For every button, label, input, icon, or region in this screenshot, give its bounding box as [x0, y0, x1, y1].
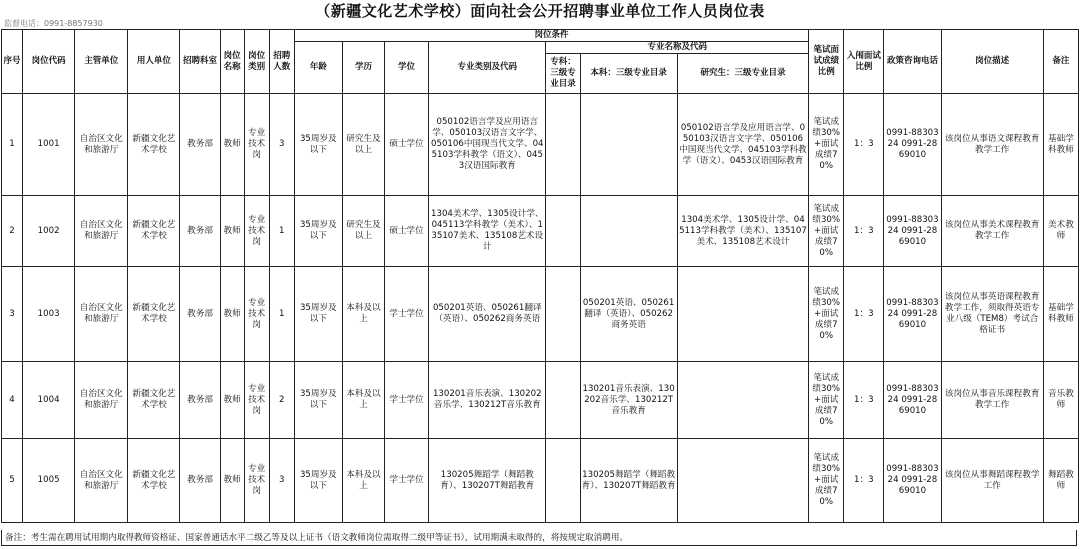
cell-description: 该岗位从事语文课程教育教学工作 — [941, 94, 1043, 196]
cell-category: 专业技术岗 — [244, 94, 269, 196]
header-major-code: 专业类别及代码 — [429, 42, 546, 94]
cell-description: 该岗位从事美术课程教育教学工作 — [941, 196, 1043, 267]
cell-dept: 自治区文化和旅游厅 — [75, 196, 128, 267]
header-code: 岗位代码 — [23, 30, 75, 94]
header-graduate-catalog: 研究生：三级专业目录 — [677, 54, 808, 94]
cell-dept: 自治区文化和旅游厅 — [75, 362, 128, 439]
cell-college — [546, 196, 580, 267]
cell-category: 专业技术岗 — [244, 439, 269, 523]
cell-degree: 学士学位 — [385, 439, 429, 523]
header-dept: 主管单位 — [75, 30, 128, 94]
cell-graduate — [677, 439, 808, 523]
header-conditions: 岗位条件 — [294, 30, 808, 42]
cell-interview-ratio: 1：3 — [844, 267, 884, 362]
cell-dept: 自治区文化和旅游厅 — [75, 94, 128, 196]
cell-education: 本科及以上 — [342, 267, 384, 362]
header-count: 招聘人数 — [269, 30, 294, 94]
cell-major-code: 050201英语、050261翻译（英语）、050262商务英语 — [429, 267, 546, 362]
cell-seq: 2 — [2, 196, 23, 267]
cell-phone: 0991-8830324 0991-2869010 — [884, 267, 941, 362]
cell-remarks: 美术教师 — [1043, 196, 1078, 267]
header-employer: 用人单位 — [128, 30, 180, 94]
cell-category: 专业技术岗 — [244, 196, 269, 267]
cell-college — [546, 439, 580, 523]
cell-ratio: 笔试成绩30%+面试成绩70% — [809, 196, 844, 267]
cell-seq: 5 — [2, 439, 23, 523]
cell-code: 1002 — [23, 196, 75, 267]
cell-graduate: 1304美术学、1305设计学、045113学科教学（美术）、135107美术、135108艺术设计 — [677, 196, 808, 267]
cell-seq: 4 — [2, 362, 23, 439]
header-college-catalog: 专科：三级专业目录 — [546, 54, 580, 94]
header-degree: 学位 — [385, 42, 429, 94]
cell-degree: 学士学位 — [385, 362, 429, 439]
cell-education: 研究生及以上 — [342, 196, 384, 267]
cell-seq: 3 — [2, 267, 23, 362]
cell-interview-ratio: 1：3 — [844, 196, 884, 267]
cell-graduate — [677, 362, 808, 439]
cell-graduate: 050102语言学及应用语言学、050103汉语言文字学、050106中国现当代文学、045103学科教学（语文）、0453汉语国际教育 — [677, 94, 808, 196]
cell-count: 1 — [269, 267, 294, 362]
table-row — [2, 196, 1079, 267]
cell-code: 1003 — [23, 267, 75, 362]
cell-bachelor: 130205舞蹈学（舞蹈教育）、130207T舞蹈教育 — [580, 439, 677, 523]
cell-ratio: 笔试成绩30%+面试成绩70% — [809, 267, 844, 362]
cell-phone: 0991-8830324 0991-2869010 — [884, 362, 941, 439]
cell-bachelor: 130201音乐表演、130202音乐学、130212T音乐教育 — [580, 362, 677, 439]
cell-major-code: 130201音乐表演、130202音乐学、130212T音乐教育 — [429, 362, 546, 439]
cell-degree: 学士学位 — [385, 267, 429, 362]
cell-office: 教务部 — [180, 94, 220, 196]
header-education: 学历 — [342, 42, 384, 94]
cell-bachelor — [580, 196, 677, 267]
cell-seq: 1 — [2, 94, 23, 196]
cell-post-name: 教师 — [220, 439, 244, 523]
cell-college — [546, 362, 580, 439]
cell-code: 1001 — [23, 94, 75, 196]
cell-phone: 0991-8830324 0991-2869010 — [884, 439, 941, 523]
cell-employer: 新疆文化艺术学校 — [128, 196, 180, 267]
cell-bachelor: 050201英语、050261翻译（英语）、050262商务英语 — [580, 267, 677, 362]
cell-ratio: 笔试成绩30%+面试成绩70% — [809, 94, 844, 196]
cell-age: 35周岁及以下 — [294, 267, 342, 362]
cell-dept: 自治区文化和旅游厅 — [75, 267, 128, 362]
cell-category: 专业技术岗 — [244, 362, 269, 439]
cell-employer: 新疆文化艺术学校 — [128, 94, 180, 196]
cell-bachelor — [580, 94, 677, 196]
cell-post-name: 教师 — [220, 196, 244, 267]
cell-remarks: 基础学科教师 — [1043, 94, 1078, 196]
cell-count: 1 — [269, 196, 294, 267]
header-description: 岗位描述 — [941, 30, 1043, 94]
header-age: 年龄 — [294, 42, 342, 94]
cell-employer: 新疆文化艺术学校 — [128, 362, 180, 439]
cell-remarks: 音乐教师 — [1043, 362, 1078, 439]
cell-ratio: 笔试成绩30%+面试成绩70% — [809, 439, 844, 523]
cell-description: 该岗位从事英语课程教育教学工作，须取得英语专业八级（TEM8）考试合格证书 — [941, 267, 1043, 362]
cell-graduate — [677, 267, 808, 362]
supervision-phone: 监督电话：0991-8857930 — [4, 19, 103, 28]
header-remarks: 备注 — [1043, 30, 1078, 94]
cell-college — [546, 267, 580, 362]
cell-education: 本科及以上 — [342, 439, 384, 523]
cell-major-code: 050102语言学及应用语言学、050103汉语言文字学、050106中国现当代文学、045103学科教学（语文）、0453汉语国际教育 — [429, 94, 546, 196]
cell-college — [546, 94, 580, 196]
cell-remarks: 舞蹈教师 — [1043, 439, 1078, 523]
cell-major-code: 1304美术学、1305设计学、045113学科教学（美术）、135107美术、135108艺术设计 — [429, 196, 546, 267]
cell-office: 教务部 — [180, 267, 220, 362]
cell-age: 35周岁及以下 — [294, 362, 342, 439]
table-row — [2, 439, 1079, 523]
cell-degree: 硕士学位 — [385, 196, 429, 267]
cell-remarks: 基础学科教师 — [1043, 267, 1078, 362]
table-row — [2, 362, 1079, 439]
cell-post-name: 教师 — [220, 267, 244, 362]
cell-code: 1005 — [23, 439, 75, 523]
cell-employer: 新疆文化艺术学校 — [128, 439, 180, 523]
cell-ratio: 笔试成绩30%+面试成绩70% — [809, 362, 844, 439]
document-title: （新疆文化艺术学校）面向社会公开招聘事业单位工作人员岗位表 — [315, 2, 765, 20]
cell-category: 专业技术岗 — [244, 267, 269, 362]
header-bachelor-catalog: 本科：三级专业目录 — [580, 54, 677, 94]
cell-age: 35周岁及以下 — [294, 439, 342, 523]
header-phone: 政策咨询电话 — [884, 30, 941, 94]
cell-interview-ratio: 1：3 — [844, 362, 884, 439]
header-seq: 序号 — [2, 30, 23, 94]
cell-interview-ratio: 1：3 — [844, 94, 884, 196]
cell-education: 本科及以上 — [342, 362, 384, 439]
header-post-name: 岗位名称 — [220, 30, 244, 94]
positions-table — [1, 29, 1079, 523]
table-row — [2, 267, 1079, 362]
cell-office: 教务部 — [180, 362, 220, 439]
cell-age: 35周岁及以下 — [294, 196, 342, 267]
cell-count: 3 — [269, 439, 294, 523]
cell-office: 教务部 — [180, 196, 220, 267]
table-row — [2, 94, 1079, 196]
cell-count: 3 — [269, 94, 294, 196]
header-office: 招聘科室 — [180, 30, 220, 94]
header-ratio: 笔试面试成绩比例 — [809, 30, 844, 94]
footnote: 备注：考生需在聘用试用期内取得教师资格证、国家普通话水平二级乙等及以上证书（语文教师岗位需取得二级甲等证书），试用期满未取得的，将按规定取消聘用。 — [1, 530, 1077, 546]
cell-dept: 自治区文化和旅游厅 — [75, 439, 128, 523]
cell-description: 该岗位从事舞蹈课程教学工作 — [941, 439, 1043, 523]
header-category: 岗位类别 — [244, 30, 269, 94]
cell-degree: 硕士学位 — [385, 94, 429, 196]
cell-count: 2 — [269, 362, 294, 439]
cell-education: 研究生及以上 — [342, 94, 384, 196]
cell-code: 1004 — [23, 362, 75, 439]
cell-post-name: 教师 — [220, 362, 244, 439]
cell-employer: 新疆文化艺术学校 — [128, 267, 180, 362]
cell-office: 教务部 — [180, 439, 220, 523]
cell-post-name: 教师 — [220, 94, 244, 196]
header-major-names: 专业名称及代码 — [546, 42, 809, 54]
cell-phone: 0991-8830324 0991-2869010 — [884, 196, 941, 267]
cell-age: 35周岁及以下 — [294, 94, 342, 196]
cell-description: 该岗位从事音乐课程教育教学工作 — [941, 362, 1043, 439]
header-interview-ratio: 入闱面试比例 — [844, 30, 884, 94]
cell-interview-ratio: 1：3 — [844, 439, 884, 523]
cell-major-code: 130205舞蹈学（舞蹈教育）、130207T舞蹈教育 — [429, 439, 546, 523]
cell-phone: 0991-8830324 0991-2869010 — [884, 94, 941, 196]
